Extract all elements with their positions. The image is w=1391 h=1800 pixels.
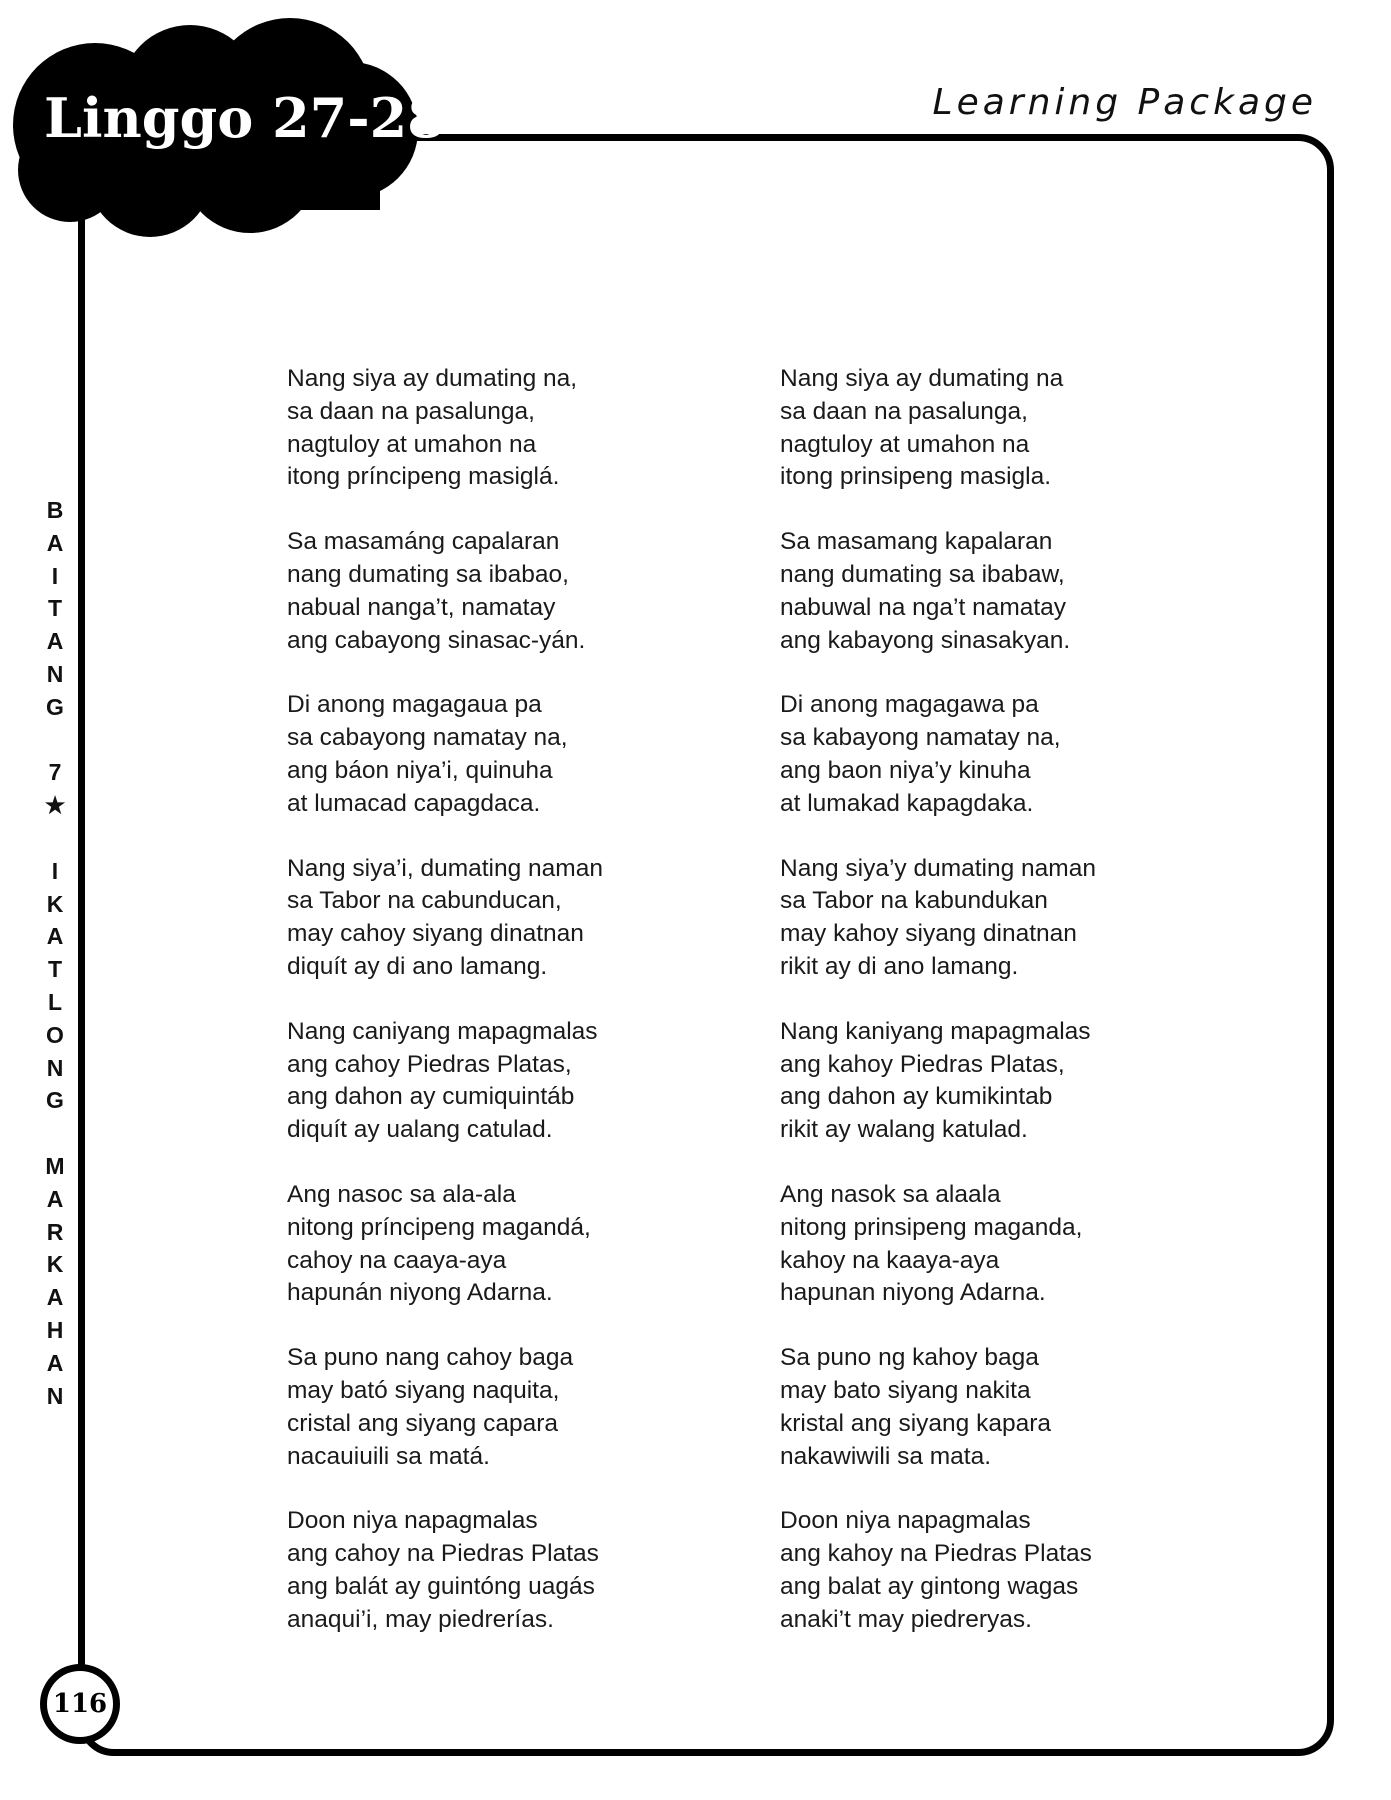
sidebar-letter: N — [46, 660, 64, 687]
sidebar-letter: A — [46, 1284, 64, 1311]
verse-line: nitong príncipeng magandá, — [287, 1213, 591, 1241]
verse-line: may kahoy siyang dinatnan — [780, 920, 1077, 948]
verse-line: may cahoy siyang dinatnan — [287, 920, 584, 948]
stanza — [780, 1505, 1250, 1636]
verse-line: ang dahon ay kumikintab — [780, 1083, 1053, 1111]
verse-line: itong prinsipeng masigla. — [780, 463, 1052, 491]
stanza — [780, 526, 1250, 657]
verse-line: nang dumating sa ibabao, — [287, 560, 569, 588]
sidebar-letter — [40, 822, 70, 855]
sidebar-letter: T — [47, 595, 63, 622]
sidebar-letter: I — [51, 562, 59, 589]
stanza — [287, 1179, 757, 1310]
stanza — [287, 853, 757, 984]
verse-line: anaqui’i, may piedrerías. — [287, 1605, 554, 1633]
verse-line: Nang kaniyang mapagmalas — [780, 1017, 1091, 1045]
stanza — [780, 853, 1250, 984]
sidebar-letter: N — [46, 1382, 64, 1409]
sidebar-letter: L — [47, 988, 63, 1015]
verse-line: nang dumating sa ibabaw, — [780, 560, 1065, 588]
week-title: Linggo 27-28 — [44, 86, 445, 150]
verse-line: kristal ang siyang kapara — [780, 1409, 1052, 1437]
verse-line: ang kabayong sinasakyan. — [780, 626, 1071, 654]
verse-line: nagtuloy at umahon na — [780, 430, 1030, 458]
verse-line: may bató siyang naquita, — [287, 1376, 560, 1404]
sidebar-letter: A — [46, 628, 64, 655]
sidebar-letter — [40, 724, 70, 757]
verse-line: nabual nanga’t, namatay — [287, 593, 556, 621]
verse-line: diquít ay di ano lamang. — [287, 952, 548, 980]
verse-line: hapunán niyong Adarna. — [287, 1279, 553, 1307]
sidebar-letter: B — [46, 497, 64, 523]
verse-line: cahoy na caaya-aya — [287, 1246, 507, 1274]
verse-line: at lumacad capagdaca. — [287, 789, 541, 817]
stanza — [287, 526, 757, 657]
verse-line: ang balat ay gintong wagas — [780, 1572, 1079, 1600]
verse-line: rikit ay walang katulad. — [780, 1116, 1028, 1144]
sidebar-letter: K — [46, 890, 64, 917]
sidebar-letter: K — [46, 1251, 64, 1278]
verse-line: Di anong magagawa pa — [780, 691, 1039, 719]
verse-line: nabuwal na nga’t namatay — [780, 593, 1067, 621]
star-icon: ★ — [44, 792, 66, 819]
verse-line: sa Tabor na cabunducan, — [287, 887, 562, 915]
sidebar-letter: A — [46, 923, 64, 950]
sidebar-letter: G — [46, 1087, 64, 1114]
verse-line: ang dahon ay cumiquintáb — [287, 1083, 575, 1111]
verse-line: kahoy na kaaya-aya — [780, 1246, 1000, 1274]
stanza — [780, 1342, 1250, 1473]
verse-line: Di anong magagaua pa — [287, 691, 542, 719]
verse-line: ang kahoy na Piedras Platas — [780, 1540, 1092, 1568]
sidebar-letter: A — [46, 1185, 64, 1212]
verse-line: Sa puno nang cahoy baga — [287, 1344, 574, 1372]
sidebar-letter: H — [46, 1316, 64, 1343]
verse-line: ang cabayong sinasac-yán. — [287, 626, 586, 654]
sidebar-letter — [40, 1117, 70, 1150]
verse-line: cristal ang siyang capara — [287, 1409, 559, 1437]
sidebar-letter: T — [47, 956, 63, 983]
poem-original-column — [287, 363, 757, 1669]
verse-line: sa daan na pasalunga, — [780, 397, 1028, 425]
sidebar-letter: N — [46, 1054, 64, 1081]
verse-line: rikit ay di ano lamang. — [780, 952, 1019, 980]
verse-line: Nang siya’i, dumating naman — [287, 854, 603, 882]
verse-line: may bato siyang nakita — [780, 1376, 1031, 1404]
stanza — [287, 1505, 757, 1636]
verse-line: nitong prinsipeng maganda, — [780, 1213, 1083, 1241]
page-number: 116 — [52, 1689, 108, 1719]
verse-line: Nang siya’y dumating naman — [780, 854, 1096, 882]
verse-line: itong príncipeng masiglá. — [287, 463, 560, 491]
verse-line: ang kahoy Piedras Platas, — [780, 1050, 1065, 1078]
verse-line: sa daan na pasalunga, — [287, 397, 535, 425]
verse-line: ang balát ay guintóng uagás — [287, 1572, 595, 1600]
verse-line: Ang nasok sa alaala — [780, 1180, 1001, 1208]
learning-package-label: Learning Package — [932, 82, 1317, 123]
verse-line: sa cabayong namatay na, — [287, 724, 568, 752]
verse-line: Nang caniyang mapagmalas — [287, 1017, 598, 1045]
stanza — [780, 689, 1250, 820]
stanza — [287, 1342, 757, 1473]
verse-line: Nang siya ay dumating na, — [287, 365, 578, 392]
verse-line: diquít ay ualang catulad. — [287, 1116, 553, 1144]
page-number-badge — [40, 1664, 120, 1744]
stanza — [780, 363, 1250, 494]
sidebar-letter: I — [51, 857, 59, 884]
poem-modern-column — [780, 363, 1250, 1669]
verse-line: Doon niya napagmalas — [287, 1507, 538, 1535]
verse-line: Sa masamáng capalaran — [287, 528, 560, 556]
stanza — [287, 689, 757, 820]
stanza — [287, 1016, 757, 1147]
verse-line: nacauiuili sa matá. — [287, 1442, 490, 1470]
verse-line: Nang siya ay dumating na — [780, 365, 1064, 392]
stanza — [287, 363, 757, 494]
sidebar-letter: O — [46, 1021, 64, 1048]
sidebar-letter: G — [46, 693, 64, 720]
verse-line: Doon niya napagmalas — [780, 1507, 1031, 1535]
verse-line: Sa puno ng kahoy baga — [780, 1344, 1039, 1372]
verse-line: ang cahoy Piedras Platas, — [287, 1050, 572, 1078]
sidebar-letter: R — [46, 1218, 64, 1245]
sidebar-letter: A — [46, 529, 64, 556]
verse-line: nakawiwili sa mata. — [780, 1442, 992, 1470]
verse-line: at lumakad kapagdaka. — [780, 789, 1034, 817]
verse-line: ang baon niya’y kinuha — [780, 756, 1031, 784]
verse-line: hapunan niyong Adarna. — [780, 1279, 1046, 1307]
stanza — [780, 1016, 1250, 1147]
verse-line: nagtuloy at umahon na — [287, 430, 537, 458]
verse-line: sa Tabor na kabundukan — [780, 887, 1048, 915]
verse-line: Ang nasoc sa ala-ala — [287, 1180, 516, 1208]
verse-line: Sa masamang kapalaran — [780, 528, 1053, 556]
sidebar-letter: M — [45, 1152, 65, 1179]
verse-line: sa kabayong namatay na, — [780, 724, 1061, 752]
verse-line: ang cahoy na Piedras Platas — [287, 1540, 599, 1568]
grade-quarter-vertical-label — [40, 494, 70, 1412]
sidebar-letter: 7 — [48, 759, 62, 786]
verse-line: anaki’t may piedreryas. — [780, 1605, 1032, 1633]
stanza — [780, 1179, 1250, 1310]
sidebar-letter: A — [46, 1349, 64, 1376]
verse-line: ang báon niya’i, quinuha — [287, 756, 553, 784]
